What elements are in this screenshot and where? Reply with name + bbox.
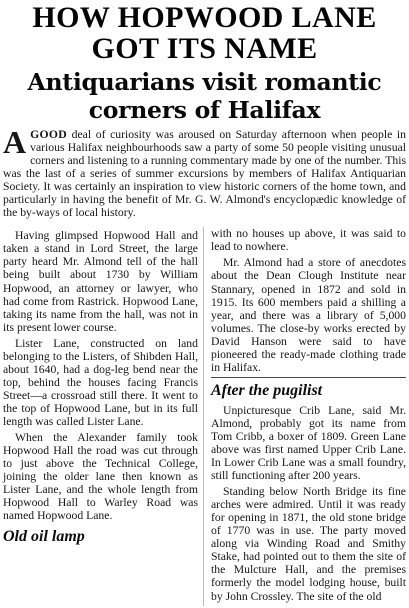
body-paragraph: with no houses up above, it was said to lead to nowhere. xyxy=(211,227,406,254)
section-divider xyxy=(211,377,406,378)
section-subhead: Old oil lamp xyxy=(3,528,85,546)
drop-cap: A xyxy=(3,124,27,160)
body-paragraph: Standing below North Bridge its fine arches were admired. Until it was ready for opening in 1871, the old stone bridge of 1770 was in use. The party moved along via Winding Road and Smithy Stake, had pointed out to them the site of the Mulcture Hall, and the premises formerly the model lodging house, built by John Crossley. The site of the old xyxy=(211,485,406,603)
body-columns xyxy=(3,227,406,605)
body-paragraph: Unpicturesque Crib Lane, said Mr. Almond, probably got its name from Tom Cribb, a boxer of 1809. Green Lane above was first named Upper Crib Lane. In Lower Crib Lane was a small foundry, still functioning after 200 years. xyxy=(211,403,406,483)
subheadline: Antiquarians visit romantic corners of Halifax xyxy=(27,68,382,124)
lede-text: deal of curiosity was aroused on Saturday afternoon when people in various Halifax neighbourhoods saw a party of some 50 people visiting unusual corners and listening to a running commentary made by one of the number. This was the last of a series of summer excursions by members of Halifax Antiquarian Society. It was certainly an inspiration to view historic corners of the home town, and particularly in having the benefit of Mr. G. W. Almond's encyclopædic knowledge of the by-ways of local history. xyxy=(3,128,406,220)
body-paragraph: When the Alexander family took Hopwood Hall the road was cut through to just above the Technical College, joining the older lane then known as Lister Lane, and the whole length from Hopwood Hall to Warley Road was named Hopwood Lane. xyxy=(3,431,198,523)
body-paragraph: Mr. Almond had a store of anecdotes about the Dean Clough Institute near Stannary, opened in 1872 and sold in 1915. Its 600 members paid a shilling a year, and there was a library of 5,000 volumes. The close-by works erected by David Hanson were said to have pioneered the ready-made clothing trade in Halifax. xyxy=(211,256,406,374)
headline: HOW HOPWOOD LANE GOT ITS NAME xyxy=(32,1,377,65)
body-paragraph: Lister Lane, constructed on land belonging to the Listers, of Shibden Hall, about 1640, had a dog-leg bend near the top, behind the houses facing Francis Street—a crossroad still there. It went to the top of Hopwood Lane, but in its full length was called Lister Lane. xyxy=(3,336,198,428)
lede-opening-word: GOOD xyxy=(30,128,68,141)
left-column xyxy=(3,227,204,605)
right-column xyxy=(211,227,406,605)
section-subhead: After the pugilist xyxy=(211,381,323,399)
lede-paragraph xyxy=(3,124,406,220)
body-paragraph: Having glimpsed Hopwood Hall and taken a stand in Lord Street, the large party heard Mr. Almond tell of the hall being built about 1730 by William Hopwood, an attorney or lawyer, who had come from Rastrick. Hopwood Lane, taking its name from the hall, was not in its present lower course. xyxy=(3,229,198,334)
